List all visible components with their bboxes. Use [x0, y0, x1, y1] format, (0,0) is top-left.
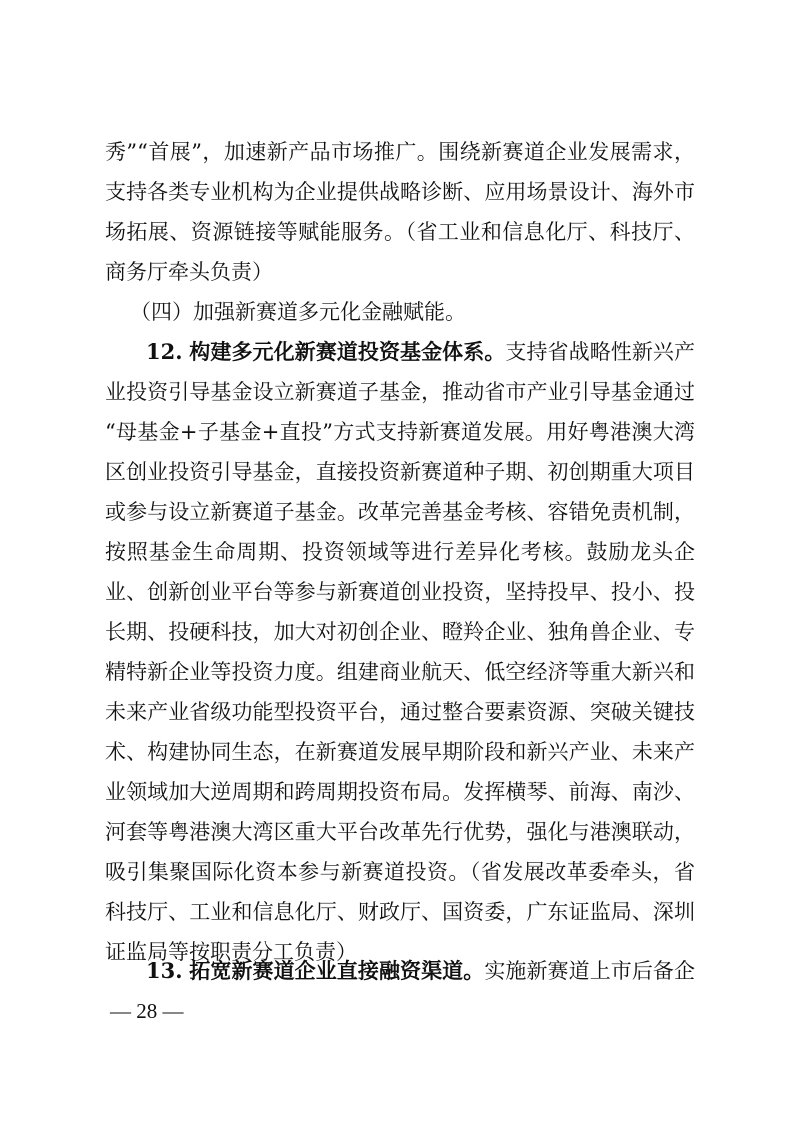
text-line: 证监局等按职责分工负责） [105, 940, 357, 964]
text-line: 秀”“首展”，加速新产品市场推广。围绕新赛道企业发展需求， [105, 140, 695, 164]
item-12-first-line [146, 332, 695, 372]
item-12-title: 构建多元化新赛道投资基金体系。 [189, 339, 506, 364]
item-12-first-line-text: 支持省战略性新兴产 [505, 340, 695, 364]
text-line: 业领域加大逆周期和跨周期投资布局。发挥横琴、前海、南沙、 [105, 780, 695, 804]
text-line: 术、构建协同生态，在新赛道发展早期阶段和新兴产业、未来产 [105, 740, 695, 764]
text-line: 场拓展、资源链接等赋能服务。（省工业和信息化厅、科技厅、 [105, 220, 695, 244]
text-line: 业、创新创业平台等参与新赛道创业投资，坚持投早、投小、投 [105, 580, 695, 604]
text-line: 支持各类专业机构为企业提供战略诊断、应用场景设计、海外市 [105, 180, 695, 204]
text-line: 吸引集聚国际化资本参与新赛道投资。（省发展改革委牵头，省 [105, 860, 695, 884]
text-line: 长期、投硬科技，加大对初创企业、瞪羚企业、独角兽企业、专 [105, 620, 695, 644]
text-line: 精特新企业等投资力度。组建商业航天、低空经济等重大新兴和 [105, 660, 695, 684]
item-13-title: 拓宽新赛道企业直接融资渠道。 [189, 958, 485, 983]
text-line: 或参与设立新赛道子基金。改革完善基金考核、容错免责机制， [105, 500, 695, 524]
text-line: 区创业投资引导基金，直接投资新赛道种子期、初创期重大项目 [105, 460, 695, 484]
text-line: “母基金+子基金+直投”方式支持新赛道发展。用好粤港澳大湾 [105, 420, 695, 444]
text-line: 商务厅牵头负责） [105, 260, 273, 284]
item-13-first-line [146, 951, 695, 991]
page-number: — 28 — [110, 999, 184, 1023]
item-12-number: 12. [146, 339, 183, 364]
text-line: 业投资引导基金设立新赛道子基金，推动省市产业引导基金通过 [105, 380, 695, 404]
item-13-first-line-text: 实施新赛道上市后备企 [484, 959, 695, 983]
text-line: 未来产业省级功能型投资平台，通过整合要素资源、突破关键技 [105, 700, 695, 724]
text-line: 按照基金生命周期、投资领域等进行差异化考核。鼓励龙头企 [105, 540, 695, 564]
text-line: 河套等粤港澳大湾区重大平台改革先行优势，强化与港澳联动， [105, 820, 695, 844]
item-13-number: 13. [146, 958, 183, 983]
section-heading: （四）加强新赛道多元化金融赋能。 [130, 300, 466, 324]
text-line: 科技厅、工业和信息化厅、财政厅、国资委，广东证监局、深圳 [105, 900, 695, 924]
